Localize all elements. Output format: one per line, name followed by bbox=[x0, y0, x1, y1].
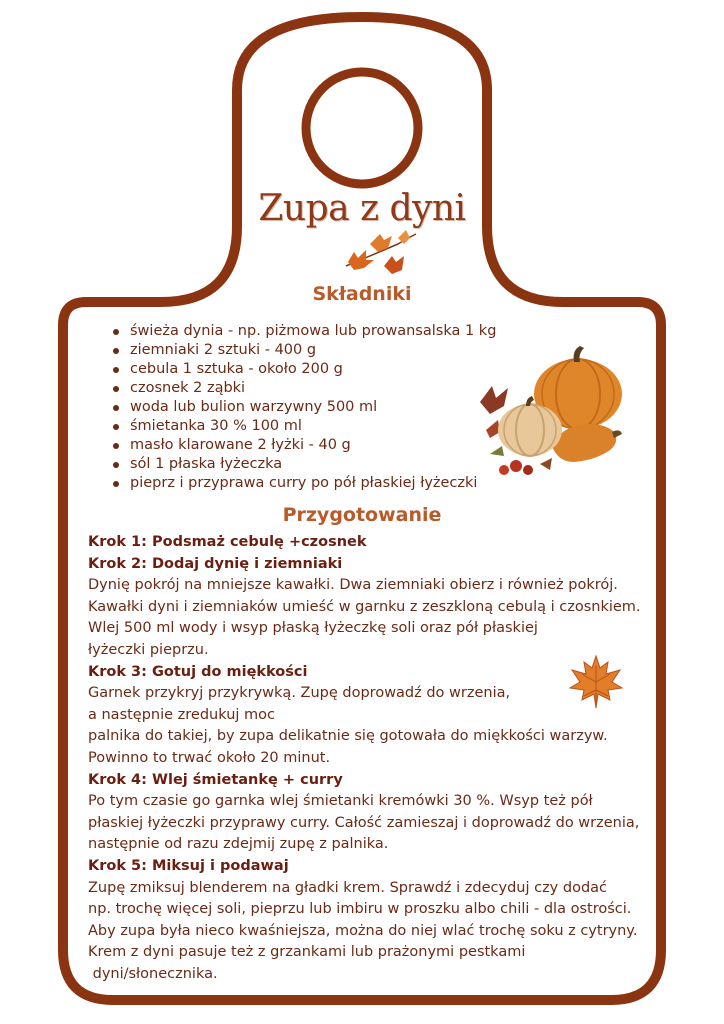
step-title: Krok 3: Gotuj do miękkości bbox=[88, 663, 308, 680]
step-text-line: np. trochę więcej soli, pieprzu lub imbiru w proszku albo chili - dla ostrości. bbox=[88, 901, 632, 918]
step-text-line: łyżeczki pieprzu. bbox=[88, 641, 209, 658]
list-item: sól 1 płaska łyżeczka bbox=[130, 455, 496, 474]
preparation-heading: Przygotowanie bbox=[282, 504, 442, 526]
step-text-line: a następnie zredukuj moc bbox=[88, 706, 275, 723]
step-title: Krok 2: Dodaj dynię i ziemniaki bbox=[88, 555, 343, 572]
step-text-line: Dynię pokrój na mniejsze kawałki. Dwa ziemniaki obierz i również pokrój. bbox=[88, 577, 618, 594]
list-item: pieprz i przyprawa curry po pół płaskiej łyżeczki bbox=[130, 474, 496, 493]
step-text-line: następnie od razu zdejmij zupę z palnika. bbox=[88, 836, 389, 853]
list-item: czosnek 2 ząbki bbox=[130, 379, 496, 398]
step-text-line: płaskiej łyżeczki przyprawy curry. Całość zamieszaj i doprowadź do wrzenia, bbox=[88, 814, 640, 831]
list-item: świeża dynia - np. piżmowa lub prowansalska 1 kg bbox=[130, 323, 497, 339]
step-text-line: Zupę zmiksuj blenderem na gładki krem. Sprawdź i zdecyduj czy dodać bbox=[88, 879, 608, 896]
ingredients-list bbox=[108, 322, 496, 493]
page-title: Zupa z dyni bbox=[258, 188, 466, 229]
step-text-line: Aby zupa była nieco kwaśniejsza, można do niej wlać trochę soku z cytryny. bbox=[88, 922, 638, 939]
step-text-line: palnika do takiej, by zupa delikatnie się gotowała do miękkości warzyw. bbox=[88, 728, 608, 745]
maple-leaf-icon bbox=[566, 652, 626, 712]
autumn-leaves-icon bbox=[340, 226, 422, 282]
list-item: woda lub bulion warzywny 500 ml bbox=[130, 398, 496, 417]
step-text-line: Garnek przykryj przykrywką. Zupę doprowadź do wrzenia, bbox=[88, 685, 511, 702]
board-hanging-hole bbox=[306, 72, 418, 184]
step-text-line: Kawałki dyni i ziemniaków umieść w garnku z zeszkloną cebulą i czosnkiem. bbox=[88, 598, 641, 615]
list-item: ziemniaki 2 sztuki - 400 g bbox=[130, 341, 496, 360]
preparation-steps bbox=[88, 532, 663, 985]
step-title: Krok 1: Podsmaż cebulę +czosnek bbox=[88, 534, 367, 550]
step-title: Krok 4: Wlej śmietankę + curry bbox=[88, 771, 343, 788]
step-text-line: Krem z dyni pasuje też z grzankami lub prażonymi pestkami bbox=[88, 944, 526, 961]
step-text-line: Powinno to trwać około 20 minut. bbox=[88, 749, 331, 766]
step-title: Krok 5: Miksuj i podawaj bbox=[88, 857, 289, 874]
list-item: śmietanka 30 % 100 ml bbox=[130, 417, 496, 436]
list-item: masło klarowane 2 łyżki - 40 g bbox=[130, 436, 496, 455]
step-text-line: Po tym czasie go garnka wlej śmietanki kremówki 30 %. Wsyp też pół bbox=[88, 793, 593, 810]
step-text-line: Wlej 500 ml wody i wsyp płaską łyżeczkę soli oraz pół płaskiej bbox=[88, 620, 538, 637]
ingredients-heading: Składniki bbox=[312, 283, 412, 305]
pumpkins-illustration bbox=[470, 342, 630, 487]
list-item: cebula 1 sztuka - około 200 g bbox=[130, 360, 496, 379]
step-text-line: dyni/słonecznika. bbox=[88, 965, 218, 982]
